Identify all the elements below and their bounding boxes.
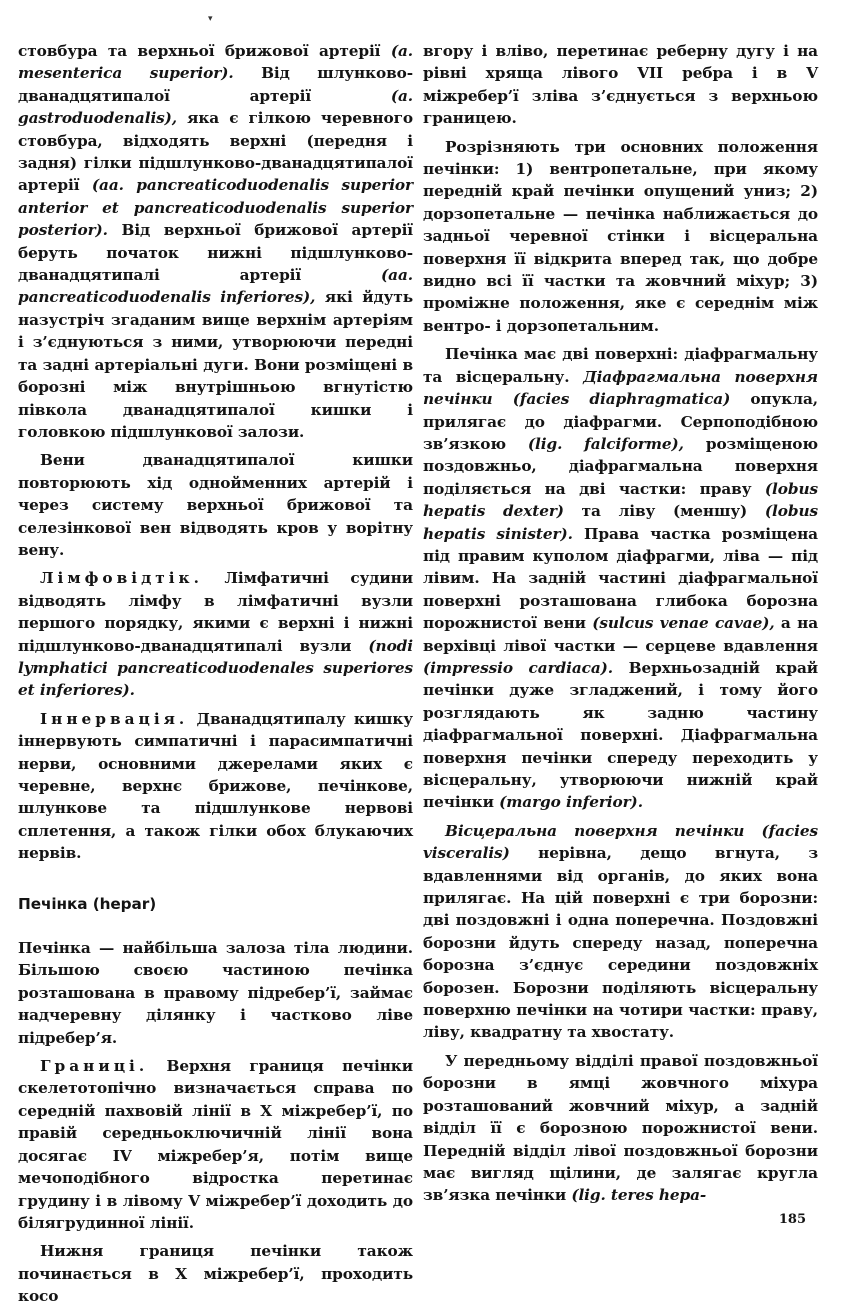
text: та ліву (меншу) [563,502,765,521]
text: Дванадцятипалу кишку іннервують симпатичні і парасимпатичні нерви, основними джерелами яких є черевне, верхнє брижове, печінкове, шлункове та підшлункове нервові сплетення, а також гілки обох блукаючих нервів. [18,709,413,863]
paragraph-positions: Розрізняють три основних положення печінки: 1) вентропетальне, при якому передній край печінки опущений униз; 2) дорзопетальне — печінка наближається до задньої черевної стінки і вісцеральна поверхня її відкрита вперед так, що добре видно всі її частки та жовчний міхур; 3) проміжне положення, яке є середнім між вентро- і дорзопетальним. [423,137,818,335]
latin-term: (impressio cardiaca). [423,658,614,677]
paragraph-visceral [423,820,818,1044]
text: Від шлунково-дванадцятипалої артерії [18,64,413,105]
spaced-heading: Границі. [40,1057,149,1076]
text: а на верхівці лівої частки — серцеве вдавлення [423,614,819,655]
latin-term: (a. gastroduodenalis), [18,86,413,128]
spaced-heading: Лімфовідтік. [40,569,203,588]
paragraph-borders [18,1055,413,1234]
latin-term: Вісцеральна поверхня печінки (facies visceralis) [423,821,818,863]
paragraph-lower-border: Нижня границя печінки також починається в X міжребер’ї, проходить косо [18,1242,413,1306]
latin-term: (lobus hepatis sinister). [423,502,819,543]
paragraph-arteries [18,40,413,443]
latin-term: (a. mesenterica superior). [18,42,413,83]
text: стовбура та верхньої брижової артерії [18,42,391,60]
latin-term: (aa. pancreaticoduodenalis superior anterior et pancreaticoduodenalis superior posterior). [18,176,413,240]
latin-term: Діафрагмальна поверхня печінки (facies diaphragmatica) [423,367,818,409]
top-mark: ▾ [208,14,213,24]
paragraph-liver-intro: Печінка — найбільша залоза тіла людини. Більшою своєю частиною печінка розташована в правому підребер’ї, займає надчеревну ділянку і частково ліве підребер’я. [18,939,413,1047]
text: опукла, прилягає до діафрагми. Серпоподібною зв’язкою [423,390,818,453]
text: Від верхньої брижової артерії беруть початок нижні підшлунково-дванадцятипалі артерії [18,221,413,285]
section-title: Печінка (hepar) [18,894,157,913]
paragraph-lymph [18,567,413,701]
page-number: 185 [778,1212,806,1227]
latin-term: (margo inferior). [499,793,643,812]
latin-term: (sulcus venae cavae), [592,614,775,633]
text: яка є гілкою черевного стовбура, відходять верхні (передня і задня) гілки підшлунково-дванадцятипалої артерії [18,109,413,195]
right-column [423,40,818,1213]
latin-term: (nodi lymphatici pancreaticoduodenales superiores et inferiores). [18,636,413,700]
latin-term: (lobus hepatis dexter) [423,479,818,521]
text: Верхня границя печінки скелетотопічно визначається справа по середній пахвовій лінії в X міжребер’ї, по правій середньоключичній лінії вона досягає IV міжребер’я, потім вище мечоподібного відростка перетинає грудину і в лівому V міжребер’ї доходить до білягрудинної лінії. [18,1057,413,1232]
text: Верхньозадній край печінки дуже згладжений, і тому його розглядають як задню частину діафрагмальної поверхні. Діафрагмальна поверхня печінки спереду переходить у вісцеральну, утворюючи нижній край печінки [423,658,818,812]
paragraph-innervation [18,708,413,865]
paragraph-grooves [423,1050,818,1207]
text: У передньому відділі правої поздовжньої борозни в ямці жовчного міхура розташований жовчний міхур, а задній відділ її є борозною порожнистої вени. Передній відділ лівої поздовжньої борозни має вигляд щілини, де залягає кругла зв’язка печінки [423,1051,818,1205]
latin-term: (aa. pancreaticoduodenalis inferiores), [18,266,413,307]
paragraph-surfaces [423,343,818,814]
text: Права частка розміщена під правим куполом діафрагми, ліва — під лівим. На задній частині діафрагмальної поверхні розташована глибока борозна порожнистої вени [423,524,818,633]
latin-term: (lig. falciforme), [527,434,684,453]
text: Лімфатичні судини відводять лімфу в лімфатичні вузли першого порядку, якими є верхні і нижні підшлунково-дванадцятипалі вузли [18,569,413,655]
text: Печінка має дві поверхні: діафрагмальну та вісцеральну. [423,345,818,386]
left-column [18,40,413,1314]
latin-term: (lig. teres hepa- [571,1186,707,1205]
text: нерівна, дещо вгнута, з вдавленнями від органів, до яких вона прилягає. На цій поверхні є три борозни: дві поздовжні і одна поперечна. Поздовжні борозни йдуть спереду назад, поперечна борозна з’єднує середини поздовжніх борозен. Борозни поділяють вісцеральну поверхню печінки на чотири частки: праву, ліву, квадратну та хвостату. [423,844,818,1042]
paragraph-veins: Вени дванадцятипалої кишки повторюють хід однойменних артерій і через систему верхньої брижової та селезінкової вен відводять кров у ворітну вену. [18,451,413,559]
spaced-heading: Іннервація. [40,709,189,728]
text: розміщеною поздовжньо, діафрагмальна поверхня поділяється на дві частки: праву [423,434,818,498]
paragraph-continuation: вгору і вліво, перетинає реберну дугу і на рівні хряща лівого VII ребра і в V міжребер’ї зліва з’єднується з верхньою границею. [423,42,818,128]
text: які йдуть назустріч згаданим вище верхнім артеріям і з’єднуються з ними, утворюючи передні та задні артеріальні дуги. Вони розміщені в борозні між внутрішньою вгнутістю півкола дванадцятипалої кишки і головкою підшлункової залози. [18,288,413,441]
